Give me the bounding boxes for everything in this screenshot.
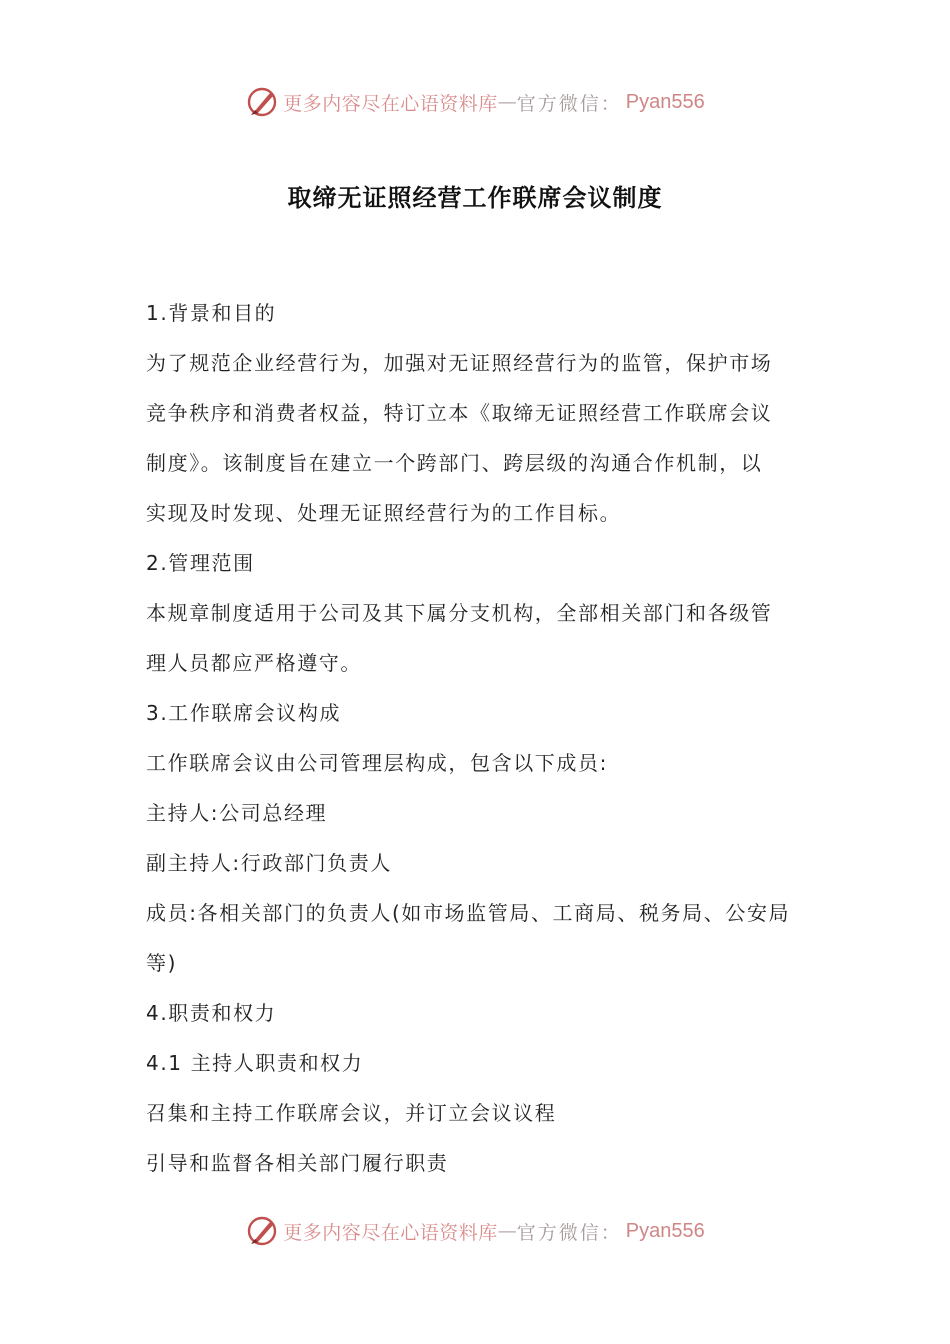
paragraph-line: 制度》。该制度旨在建立一个跨部门、跨层级的沟通合作机制，以 — [146, 451, 763, 475]
paragraph-line: 召集和主持工作联席会议，并订立会议议程 — [146, 1101, 557, 1125]
paragraph-line: 为了规范企业经营行为，加强对无证照经营行为的监管，保护市场 — [146, 351, 773, 375]
paragraph-line: 引导和监督各相关部门履行职责 — [146, 1151, 449, 1175]
document-title: 取缔无证照经营工作联席会议制度 — [287, 184, 663, 212]
list-item-deputy-host: 副主持人:行政部门负责人 — [146, 851, 392, 875]
watermark-wechat-id: Pyan556 — [625, 1219, 705, 1242]
paragraph-line: 理人员都应严格遵守。 — [146, 651, 362, 675]
section-heading-composition: 3.工作联席会议构成 — [146, 701, 342, 725]
list-item-members-cont: 等) — [146, 951, 178, 975]
document-body — [146, 290, 806, 1190]
list-item-host: 主持人:公司总经理 — [146, 801, 328, 825]
paragraph-line: 竞争秩序和消费者权益，特订立本《取缔无证照经营工作联席会议 — [146, 401, 773, 425]
watermark-banner-top — [0, 82, 950, 122]
section-heading-duties: 4.职责和权力 — [146, 1001, 277, 1025]
subsection-heading-host-duties: 4.1 主持人职责和权力 — [146, 1051, 364, 1075]
watermark-text: 更多内容尽在心语资料库 — [283, 1221, 498, 1244]
watermark-text: 更多内容尽在心语资料库 — [283, 92, 498, 115]
list-item-members: 成员:各相关部门的负责人(如市场监管局、工商局、税务局、公安局 — [146, 901, 791, 925]
pen-logo-icon — [245, 1214, 279, 1248]
pen-logo-icon — [245, 85, 279, 119]
watermark-wechat-id: Pyan556 — [625, 90, 705, 113]
watermark-dash: — — [497, 1220, 517, 1242]
watermark-banner-bottom — [0, 1211, 950, 1251]
paragraph-line: 本规章制度适用于公司及其下属分支机构，全部相关部门和各级管 — [146, 601, 773, 625]
watermark-wechat-label: 官方微信： — [516, 1221, 622, 1244]
watermark-wechat-label: 官方微信： — [516, 92, 622, 115]
section-heading-background: 1.背景和目的 — [146, 301, 277, 325]
section-heading-scope: 2.管理范围 — [146, 551, 255, 575]
paragraph-line: 实现及时发现、处理无证照经营行为的工作目标。 — [146, 501, 622, 525]
paragraph-line: 工作联席会议由公司管理层构成，包含以下成员: — [146, 751, 608, 775]
watermark-dash: — — [497, 91, 517, 113]
